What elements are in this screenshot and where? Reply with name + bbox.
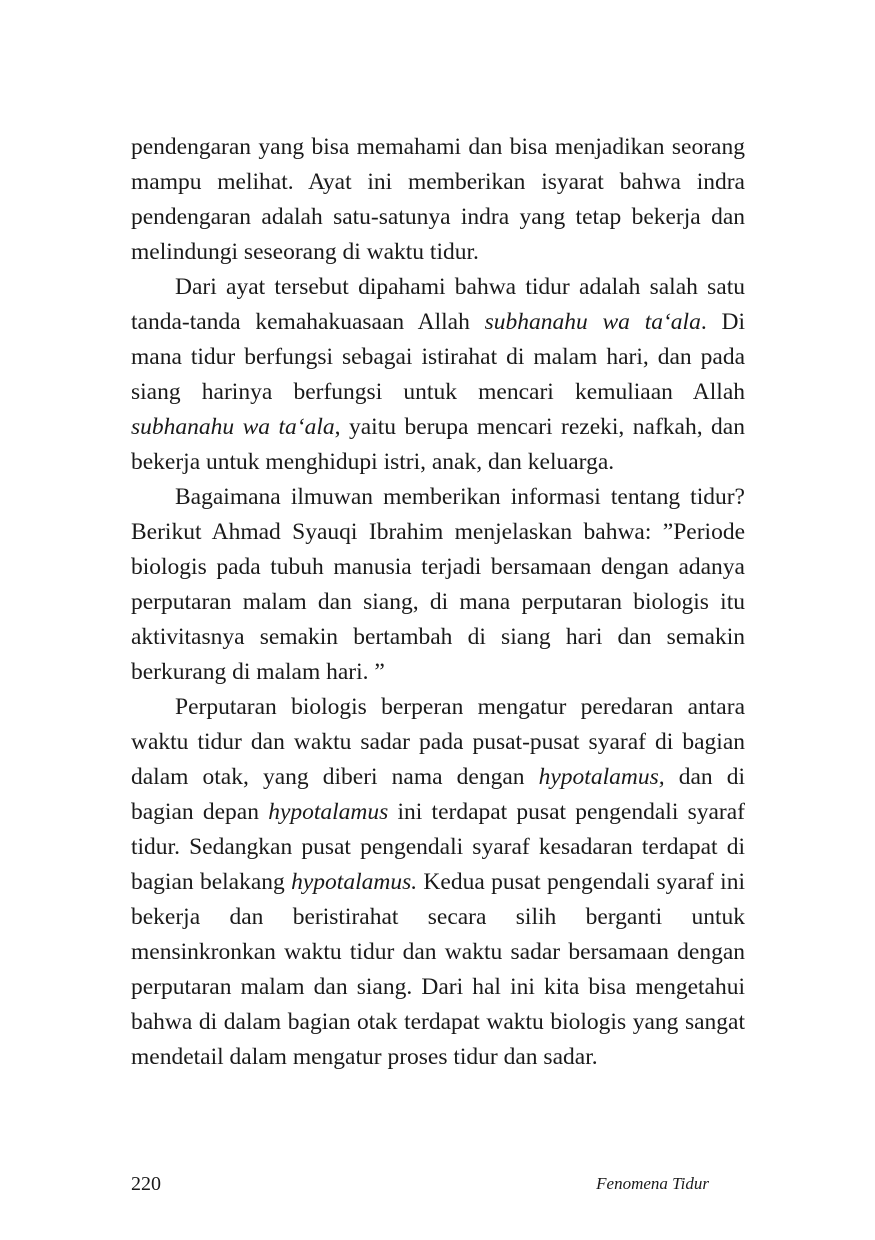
paragraph-4-text: dan di bagian depan bbox=[131, 764, 746, 825]
italic-term: hypotalamus bbox=[268, 799, 389, 825]
page-number: 220 bbox=[131, 1173, 161, 1195]
paragraph-2-text: . Di mana tidur berfungsi sebagai istirahat di malam hari, dan pada siang harinya berfungsi untuk mencari kemuliaan Allah bbox=[131, 309, 745, 405]
paragraph-3 bbox=[131, 480, 745, 690]
paragraph-4-text: ini terdapat pusat pengendali syaraf tidur. Sedangkan pusat pengendali syaraf kesadaran terdapat di bagian belakang bbox=[131, 799, 745, 895]
paragraph-2 bbox=[131, 270, 745, 480]
paragraph-4-text: Kedua pusat pengendali syaraf ini bekerja dan beristirahat secara silih berganti untuk mensinkronkan waktu tidur dan waktu sadar bersamaan dengan perputaran malam dan siang. Dari hal ini kita bisa mengetahui bahwa di dalam bagian otak terdapat waktu biologis yang sangat mendetail dalam mengatur proses tidur dan sadar. bbox=[131, 869, 745, 1070]
paragraph-1 bbox=[131, 130, 745, 270]
paragraph-2-text: Dari ayat tersebut dipahami bahwa tidur adalah salah satu tanda-tanda kemahakuasaan Allah bbox=[131, 274, 745, 335]
running-title: Fenomena Tidur bbox=[596, 1174, 709, 1193]
body-text bbox=[131, 130, 745, 1075]
italic-term: hypotalamus, bbox=[538, 764, 665, 790]
paragraph-1-text: pendengaran yang bisa memahami dan bisa menjadikan seorang mampu melihat. Ayat ini memberikan isyarat bahwa indra pendengaran adalah satu-satunya indra yang tetap bekerja dan melindungi seseorang di waktu tidur. bbox=[131, 134, 745, 265]
paragraph-4-text: Perputaran biologis berperan mengatur peredaran antara waktu tidur dan waktu sadar pada pusat-pusat syaraf di bagian dalam otak, yang diberi nama dengan bbox=[131, 694, 745, 790]
paragraph-3-text: Bagaimana ilmuwan memberikan informasi tentang tidur? Berikut Ahmad Syauqi Ibrahim menjelaskan bahwa: ”Periode biologis pada tubuh manusia terjadi bersamaan dengan adanya perputaran malam dan siang, di mana perputaran biologis itu aktivitasnya semakin bertambah di siang hari dan semakin berkurang di malam hari. ” bbox=[131, 484, 745, 685]
italic-term: subhanahu wa ta‘ala bbox=[484, 309, 701, 335]
paragraph-2-text: , yaitu berupa mencari rezeki, nafkah, dan bekerja untuk menghidupi istri, anak, dan keluarga. bbox=[131, 414, 745, 475]
paragraph-4 bbox=[131, 690, 745, 1075]
italic-term: hypotalamus. bbox=[291, 869, 418, 895]
italic-term: subhanahu wa ta‘ala bbox=[131, 414, 335, 440]
